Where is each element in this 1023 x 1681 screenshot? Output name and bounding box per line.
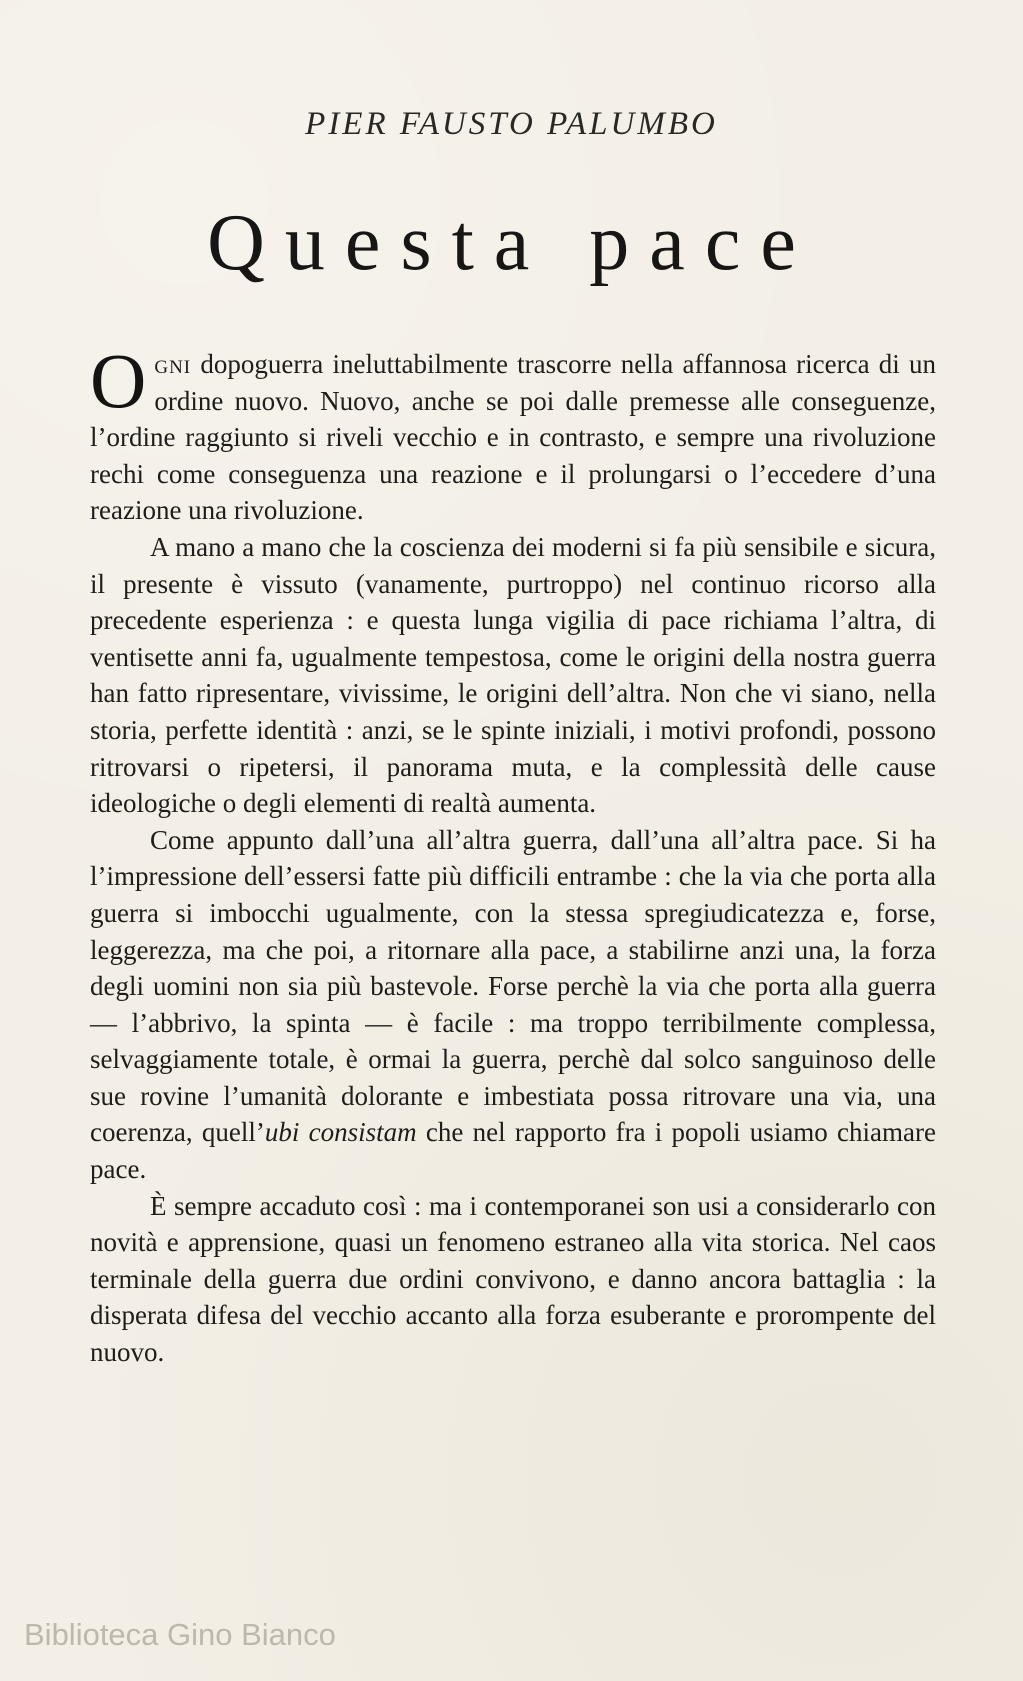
- paragraph-4: È sempre accaduto così : ma i contemporanei son usi a considerarlo con novità e apprensione, quasi un fenomeno estraneo alla vita storica. Nel caos terminale della guerra due ordini convivono, e danno ancora battaglia : la disperata difesa del vecchio accanto alla forza esuberante e prorompente del nuovo.: [90, 1190, 936, 1368]
- paragraph-2: A mano a mano che la coscienza dei moderni si fa più sensibile e sicura, il presente è vissuto (vanamente, purtroppo) nel continuo ricorso alla precedente esperienza : e questa lunga vigilia di pace richiama l’altra, di ventisette anni fa, ugualmente tempestosa, come le origini della nostra guerra han fatto ripresentare, vivissime, le origini dell’altra. Non che vi siano, nella storia, perfette identità : anzi, se le spinte iniziali, i motivi profondi, possono ritrovarsi o ripetersi, il panorama muta, e la complessità delle cause ideologiche o degli elementi di realtà aumenta.: [90, 531, 936, 819]
- article-body: [90, 337, 936, 1371]
- paragraph-3-text-a: Come appunto dall’una all’altra guerra, dall’una all’altra pace. Si ha l’impressione dell’essersi fatte più difficili entrambe : che la via che porta alla guerra si imbocchi ugualmente, con la stessa spregiudicatezza e, forse, leggerezza, ma che poi, a ritornare alla pace, a stabilirne anzi una, la forza degli uomini non sia più bastevole. Forse perchè la via che porta alla guerra — l’abbrivo, la spinta — è facile : ma troppo terribilmente complessa, selvaggiamente totale, è ormai la guerra, perchè dal solco sanguinoso delle sue rovine l’umanità dolorante e imbestiata possa ritrovare una via, una coerenza, quell’: [90, 824, 936, 1148]
- paragraph-3: [90, 822, 936, 1188]
- small-caps-lead: gni: [154, 349, 192, 379]
- latin-phrase: ubi consistam: [264, 1117, 417, 1148]
- article-title: Questa pace: [207, 199, 816, 287]
- paragraph-1: [90, 337, 936, 529]
- library-watermark: Biblioteca Gino Bianco: [24, 1617, 336, 1652]
- drop-cap: O: [90, 337, 147, 424]
- paragraph-3-text-b: che nel rapporto fra i popoli usiamo chiamare pace.: [90, 1117, 936, 1185]
- paragraph-1-text: dopoguerra ineluttabilmente trascorre nella affannosa ricerca di un ordine nuovo. Nuovo, anche se poi dalle premesse alle conseguenze, l’ordine raggiunto si riveli vecchio e in contrasto, e sempre una rivoluzione rechi come conseguenza una reazione e il prolungarsi o l’eccedere d’una reazione una rivoluzione.: [90, 349, 936, 526]
- author-name: PIER FAUSTO PALUMBO: [305, 106, 718, 142]
